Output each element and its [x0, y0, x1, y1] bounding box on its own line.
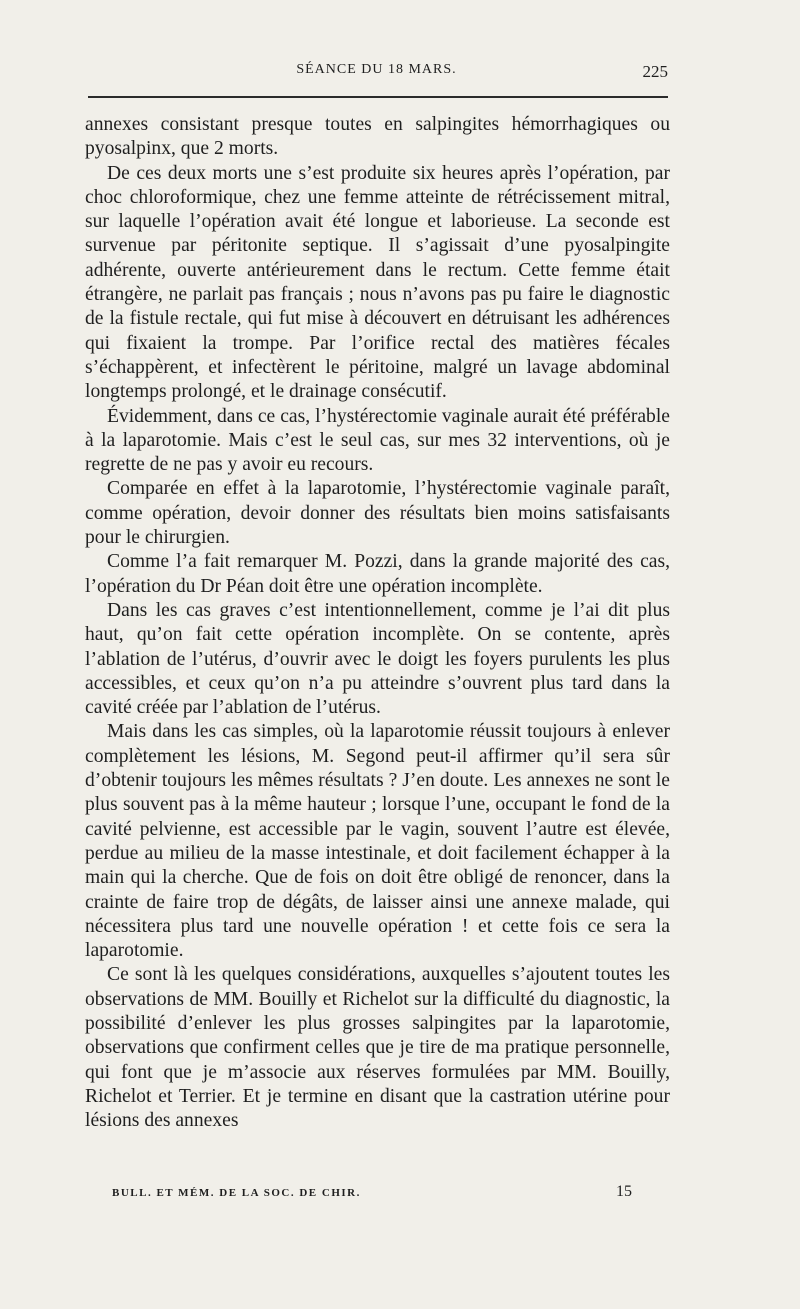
page-header — [85, 62, 668, 88]
paragraph-2: De ces deux morts une s’est produite six heures après l’opération, par choc chloroformique, chez une femme atteinte de rétrécissement mitral, sur laquelle l’opération avait été longue et laborieuse. La seconde est survenue par péritonite septique. Il s’agissait d’une pyosalpingite adhérente, ouverte antérieurement dans le rectum. Cette femme était étrangère, ne parlait pas français ; nous n’avons pas pu faire le diagnostic de la fistule rectale, qui fut mise à découvert en détruisant les adhérences qui fixaient la trompe. Par l’orifice rectal des matières fécales s’échappèrent, et infectèrent le péritoine, malgré un lavage abdominal longtemps prolongé, et le drainage consécutif. — [85, 162, 670, 403]
paragraph-1: annexes consistant presque toutes en salpingites hémorrhagiques ou pyosalpinx, que 2 morts. — [85, 114, 670, 160]
paragraph-7: Mais dans les cas simples, où la laparotomie réussit toujours à enlever complètement les lésions, M. Segond peut-il affirmer qu’il sera sûr d’obtenir toujours les mêmes résultats ? J’en doute. Les annexes ne sont le plus souvent pas à la même hauteur ; lorsque l’une, occupant le fond de la cavité pelvienne, est accessible par le vagin, souvent l’autre est élevée, perdue au milieu de la masse intestinale, et doit facilement échapper à la main qui la cherche. Que de fois on doit être obligé de renoncer, dans la crainte de faire trop de dégâts, de laisser ainsi une annexe malade, qui nécessitera plus tard une nouvelle opération ! et cette fois ce sera la laparotomie. — [85, 721, 670, 962]
header-rule — [88, 96, 668, 98]
body-text — [85, 113, 670, 1133]
paragraph-8: Ce sont là les quelques considérations, auxquelles s’ajoutent toutes les observations de MM. Bouilly et Richelot sur la difficulté du diagnostic, la possibilité d’enlever les plus grosses salpingites par la laparotomie, observations que confirment celles que je tire de ma pratique personnelle, qui font que je m’associe aux réserves formulées par MM. Bouilly, Richelot et Terrier. Et je termine en disant que la castration utérine pour lésions des annexes — [85, 964, 670, 1132]
sheet-number: 15 — [616, 1183, 632, 1200]
paragraph-5: Comme l’a fait remarquer M. Pozzi, dans la grande majorité des cas, l’opération du Dr Péan doit être une opération incomplète. — [85, 551, 670, 597]
paragraph-6: Dans les cas graves c’est intentionnellement, comme je l’ai dit plus haut, qu’on fait cette opération incomplète. On se contente, après l’ablation de l’utérus, d’ouvrir avec le doigt les foyers purulents les plus accessibles, et ceux qu’on n’a pu atteindre s’ouvrent plus tard dans la cavité créée par l’ablation de l’utérus. — [85, 599, 670, 719]
paragraph-3: Évidemment, dans ce cas, l’hystérectomie vaginale aurait été préférable à la laparotomie. Mais c’est le seul cas, sur mes 32 interventions, où je regrette de ne pas y avoir eu recours. — [85, 405, 670, 476]
running-title: SÉANCE DU 18 MARS. — [296, 62, 457, 77]
page-footer — [112, 1183, 632, 1205]
signature-line: BULL. ET MÉM. DE LA SOC. DE CHIR. — [112, 1187, 361, 1199]
paragraph-4: Comparée en effet à la laparotomie, l’hystérectomie vaginale paraît, comme opération, devoir donner des résultats bien moins satisfaisants pour le chirurgien. — [85, 478, 670, 549]
page-number: 225 — [642, 62, 668, 81]
